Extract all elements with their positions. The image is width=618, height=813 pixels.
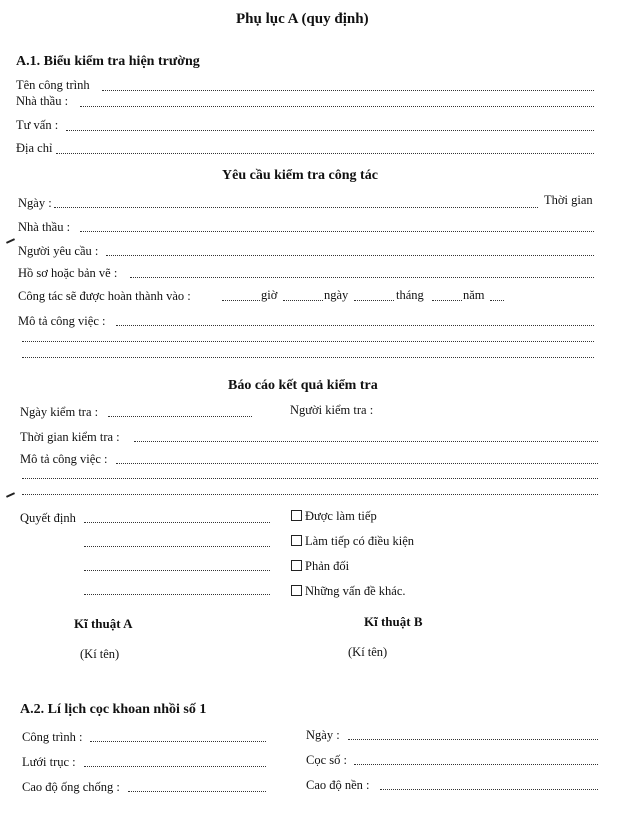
field-nha-thau-a1[interactable] (80, 106, 594, 107)
label-cao-do-nen: Cao độ nền : (306, 778, 370, 792)
label-ho-so: Hồ sơ hoặc bản vẽ : (18, 266, 118, 280)
field-mo-ta-report-1[interactable] (116, 463, 598, 464)
section-a1-heading: A.1. Biểu kiểm tra hiện trường (16, 54, 200, 69)
field-quyet-dinh-3[interactable] (84, 570, 270, 571)
field-luoi-truc[interactable] (84, 766, 266, 767)
field-thang[interactable] (354, 300, 394, 301)
field-cao-do-nen[interactable] (380, 789, 598, 790)
label-thang: tháng (396, 288, 424, 302)
label-dia-chi: Địa chỉ (16, 141, 53, 155)
field-nam[interactable] (432, 300, 462, 301)
field-mo-ta-request-2[interactable] (22, 341, 594, 342)
field-tu-van[interactable] (66, 130, 594, 131)
field-cong-trinh[interactable] (90, 741, 266, 742)
option-duoc-lam-tiep[interactable]: Được làm tiếp (291, 509, 377, 524)
ki-thuat-a: Kĩ thuật A (74, 616, 133, 631)
field-gio[interactable] (222, 300, 260, 301)
request-heading: Yêu cầu kiểm tra công tác (222, 168, 378, 183)
label-nguoi-kiem-tra: Người kiểm tra : (290, 403, 374, 417)
field-mo-ta-report-2[interactable] (22, 478, 598, 479)
field-quyet-dinh-4[interactable] (84, 594, 270, 595)
field-ngay-kiem-tra[interactable] (108, 416, 252, 417)
field-thoi-gian-kiem-tra[interactable] (134, 441, 598, 442)
label-tu-van: Tư vấn : (16, 118, 59, 132)
field-nha-thau-request[interactable] (80, 231, 594, 232)
section-a2-heading: A.2. Lí lịch cọc khoan nhồi số 1 (20, 702, 207, 717)
label-cong-trinh: Công trình : (22, 730, 83, 744)
label-thoi-gian-kiem-tra: Thời gian kiểm tra : (20, 430, 120, 444)
field-quyet-dinh-1[interactable] (84, 522, 270, 523)
option-lam-tiep-co-dieu-kien[interactable]: Làm tiếp có điều kiện (291, 534, 414, 549)
field-quyet-dinh-2[interactable] (84, 546, 270, 547)
option-nhung-van-de-khac[interactable]: Những vấn đề khác. (291, 584, 406, 599)
label-quyet-dinh: Quyết định (20, 511, 76, 525)
label-ngay-a2: Ngày : (306, 728, 340, 742)
label-nha-thau-a1: Nhà thầu : (16, 94, 69, 108)
field-coc-so[interactable] (354, 764, 598, 765)
label-thoi-gian: Thời gian (544, 193, 593, 207)
field-mo-ta-request-1[interactable] (116, 325, 594, 326)
label-ngay-unit: ngày (324, 288, 349, 302)
report-heading: Báo cáo kết quả kiểm tra (228, 378, 378, 393)
field-mo-ta-request-3[interactable] (22, 357, 594, 358)
label-coc-so: Cọc số : (306, 753, 347, 767)
label-mo-ta-request: Mô tả công việc : (18, 314, 106, 328)
checkbox-icon[interactable] (291, 510, 302, 521)
label-ngay-request: Ngày : (18, 196, 52, 210)
page-title: Phụ lục A (quy định) (236, 11, 369, 27)
label-luoi-truc: Lưới trục : (22, 755, 76, 769)
label-cao-do-ong: Cao độ ống chống : (22, 780, 120, 794)
label-cong-tac: Công tác sẽ được hoàn thành vào : (18, 289, 191, 303)
label-gio: giờ (261, 288, 278, 302)
ki-ten-b: (Kí tên) (348, 645, 388, 659)
field-ngay-complete[interactable] (283, 300, 323, 301)
label-mo-ta-report: Mô tả công việc : (20, 452, 108, 466)
field-ngay-a2[interactable] (348, 739, 598, 740)
field-nam-value[interactable] (490, 300, 504, 301)
checkbox-icon[interactable] (291, 560, 302, 571)
label-nguoi-yeu-cau: Người yêu cầu : (18, 244, 99, 258)
field-ngay-request[interactable] (54, 207, 538, 208)
checkbox-icon[interactable] (291, 535, 302, 546)
label-ten-cong-trinh: Tên công trình (16, 78, 90, 92)
ki-thuat-b: Kĩ thuật B (364, 614, 423, 629)
field-dia-chi[interactable] (56, 153, 594, 154)
field-ho-so[interactable] (130, 277, 594, 278)
field-cao-do-ong[interactable] (128, 791, 266, 792)
option-phan-doi[interactable]: Phản đối (291, 559, 349, 574)
margin-mark (6, 238, 15, 244)
label-nam: năm (463, 288, 485, 302)
label-ngay-kiem-tra: Ngày kiểm tra : (20, 405, 99, 419)
checkbox-icon[interactable] (291, 585, 302, 596)
margin-mark-2 (6, 492, 15, 498)
field-nguoi-yeu-cau[interactable] (106, 255, 594, 256)
field-ten-cong-trinh[interactable] (102, 90, 594, 91)
ki-ten-a: (Kí tên) (80, 647, 120, 661)
field-mo-ta-report-3[interactable] (22, 494, 598, 495)
label-nha-thau-request: Nhà thầu : (18, 220, 71, 234)
